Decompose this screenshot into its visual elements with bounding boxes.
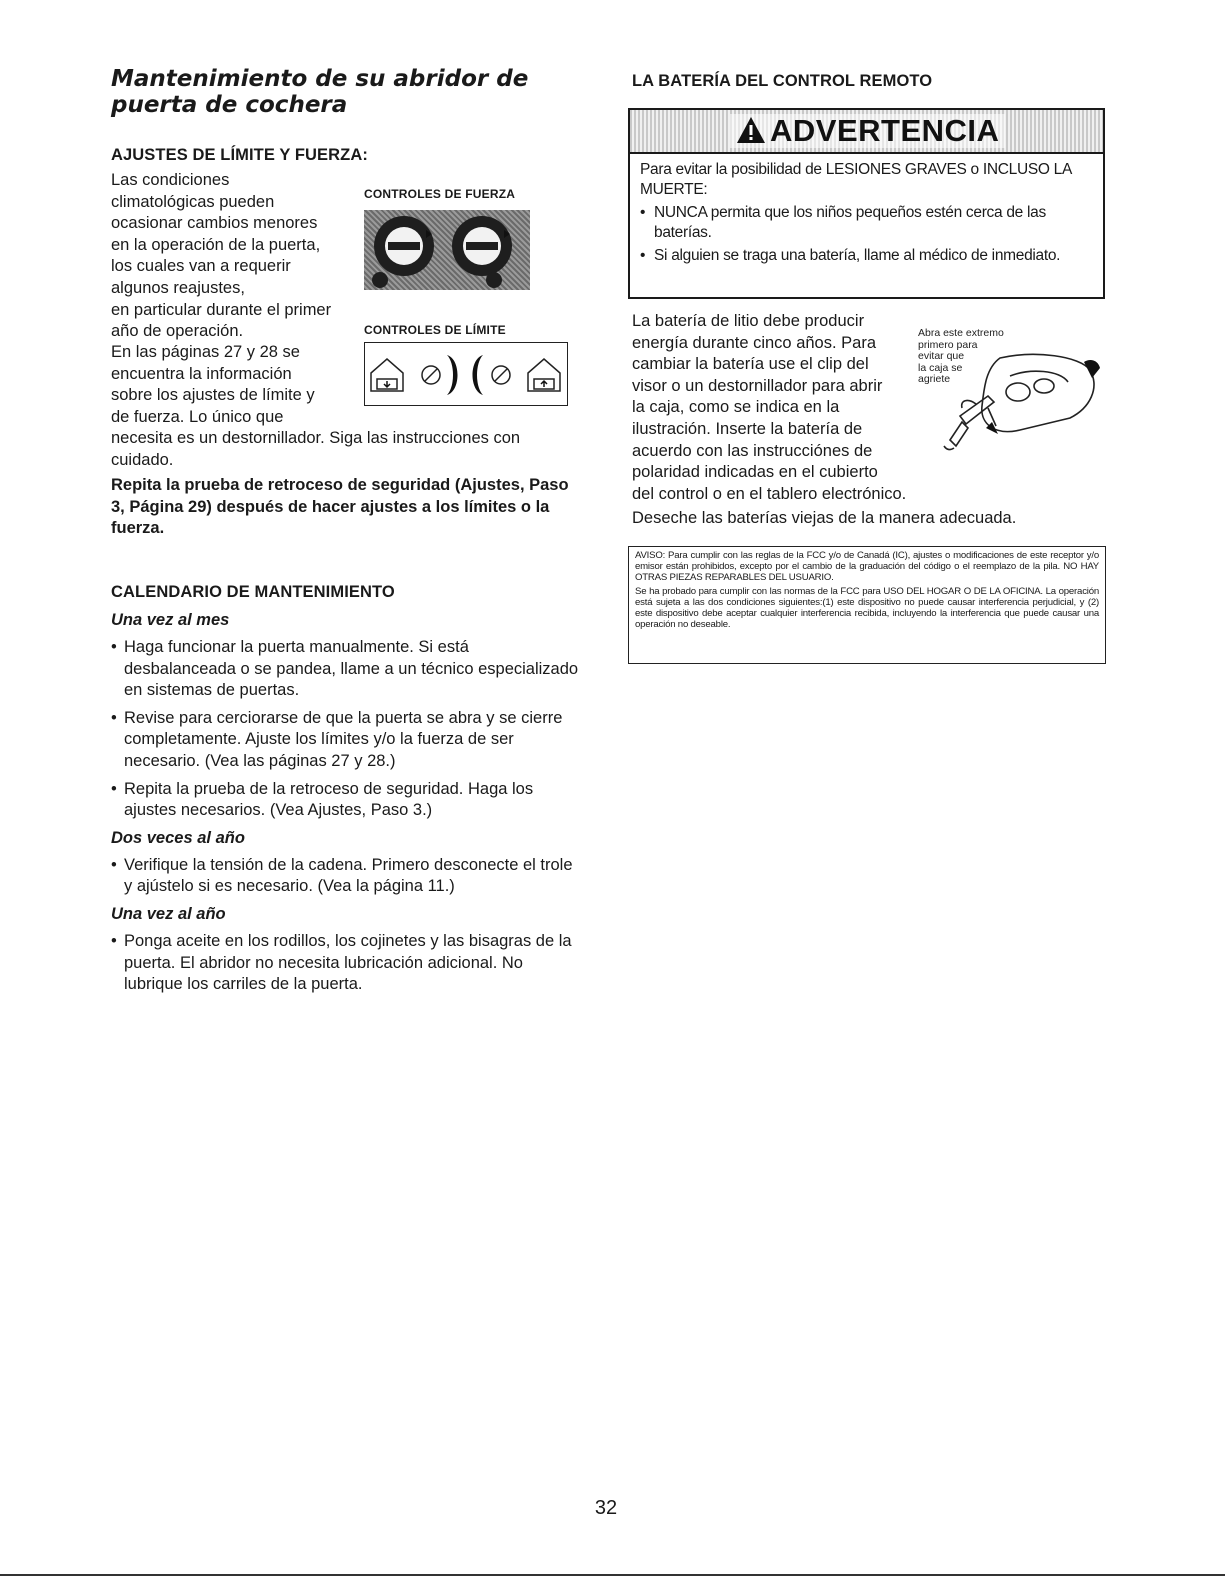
battery-line: energía durante cinco años. Para: [632, 333, 876, 352]
safety-test-note: Repita la prueba de retroceso de seguridad (Ajustes, Paso 3, Página 29) después de hacer ajustes a los límites o la fuerza.: [111, 476, 569, 538]
fob-note-line: primero para: [918, 338, 978, 351]
twice-yearly-title: Dos veces al año: [111, 828, 245, 847]
force-controls-figure: [364, 210, 530, 290]
schedule-heading: CALENDARIO DE MANTENIMIENTO: [111, 583, 395, 601]
intro-line: algunos reajustes,: [111, 278, 245, 297]
battery-rest: del control o en el tablero electrónico.: [632, 485, 907, 503]
intro-line: en particular durante el primer: [111, 300, 332, 319]
list-item: • Verifique la tensión de la cadena. Primero desconecte el trole y ajústelo si es necesario. (Vea la página 11.): [111, 855, 581, 898]
list-item: • Revise para cerciorarse de que la puerta se abra y se cierre completamente. Ajuste los límites y/o la fuerza de ser necesario. (Vea las páginas 27 y 28.): [111, 708, 581, 773]
battery-heading: LA BATERÍA DEL CONTROL REMOTO: [632, 72, 933, 90]
intro-line: climatológicas pueden: [111, 192, 275, 211]
fcc-notice-p2: Se ha probado para cumplir con las normas de la FCC para USO DEL HOGAR O DE LA OFICINA. La operación está sujeta a las dos condiciones siguientes:(1) este dispositivo no puede causar interferencia perjudicial, y (2) este dispositivo debe aceptar cualquier interferencia recibida, incluyendo la interferencia que puede causar una operación no deseable.: [635, 586, 1099, 630]
intro-line: en la operación de la puerta,: [111, 235, 321, 254]
battery-line: La batería de litio debe producir: [632, 312, 865, 330]
battery-line: visor o un destornillador para abrir: [632, 376, 883, 395]
warning-triangle-icon: [736, 116, 766, 144]
battery-instructions: [632, 311, 932, 484]
battery-line: ilustración. Inserte la batería de: [632, 419, 863, 438]
force-controls-label: CONTROLES DE FUERZA: [364, 187, 516, 201]
battery-line: polaridad indicadas en el cubierto: [632, 463, 878, 482]
limit-controls-label: CONTROLES DE LÍMITE: [364, 323, 506, 337]
dispose-note: Deseche las baterías viejas de la manera adecuada.: [632, 509, 1017, 527]
limits-heading: AJUSTES DE LÍMITE Y FUERZA:: [111, 146, 368, 164]
limits-pages-rest: necesita es un destornillador. Siga las instrucciones con cuidado.: [111, 429, 521, 469]
list-item: • Si alguien se traga una batería, llame al médico de inmediato.: [640, 246, 1092, 266]
intro-line: ocasionar cambios menores: [111, 214, 318, 233]
pages-line: sobre los ajustes de límite y: [111, 386, 315, 405]
warning-header: [630, 110, 1103, 154]
intro-line: Las condiciones: [111, 171, 230, 189]
fob-note-line: agriete: [918, 373, 951, 385]
fob-note-line: Abra este extremo: [918, 327, 1004, 339]
limit-screws-icon: [365, 343, 566, 404]
fcc-notice: [628, 546, 1106, 664]
limits-pages-text: [111, 342, 356, 428]
list-item: • Ponga aceite en los rodillos, los cojinetes y las bisagras de la puerta. El abridor no necesita lubricación adicional. No lubrique los carriles de la puerta.: [111, 931, 581, 996]
bottom-rule: [0, 1574, 1225, 1576]
pages-line: de fuerza. Lo único que: [111, 407, 284, 426]
page-number: 32: [594, 1497, 618, 1519]
battery-line: la caja, como se indica en la: [632, 398, 840, 417]
warning-title-text: ADVERTENCIA: [770, 113, 1000, 148]
fcc-notice-p1: AVISO: Para cumplir con las reglas de la FCC y/o de Canadá (IC), ajustes o modificaciones de este receptor y/o emisor están prohibidos, excepto por el cambio de la graduación del código o el reemplazo de la pila. NO HAY OTRAS PIEZAS REPARABLES DEL USUARIO.: [635, 550, 1099, 583]
limits-intro: [111, 170, 361, 343]
pages-line: encuentra la información: [111, 364, 292, 383]
warning-content: [640, 160, 1092, 266]
battery-line: acuerdo con las instrucciónes de: [632, 441, 873, 460]
list-item: • Haga funcionar la puerta manualmente. Si está desbalanceada o se pandea, llame a un técnico especializado en sistemas de puertas.: [111, 637, 581, 702]
intro-line: los cuales van a requerir: [111, 257, 291, 276]
fob-note-line: evitar que: [918, 350, 965, 362]
intro-line: año de operación.: [111, 322, 244, 341]
force-dials-icon: [364, 210, 530, 290]
remote-control-icon: [940, 348, 1105, 460]
maintenance-schedule: [111, 609, 581, 996]
yearly-title: Una vez al año: [111, 904, 226, 923]
warning-box: [628, 108, 1105, 299]
fob-note-line: la caja se: [918, 361, 963, 374]
pages-line: En las páginas 27 y 28 se: [111, 343, 300, 361]
list-item: • Repita la prueba de la retroceso de seguridad. Haga los ajustes necesarios. (Vea Ajustes, Paso 3.): [111, 779, 581, 822]
monthly-title: Una vez al mes: [111, 611, 230, 629]
warning-title: [730, 114, 1005, 148]
limit-controls-figure: [364, 342, 568, 406]
battery-line: cambiar la batería use el clip del: [632, 355, 869, 374]
warning-intro: Para evitar la posibilidad de LESIONES GRAVES o INCLUSO LA MUERTE:: [640, 161, 1072, 198]
list-item: • NUNCA permita que los niños pequeños estén cerca de las baterías.: [640, 203, 1092, 243]
page-title: Mantenimiento de su abridor de puerta de cochera: [111, 66, 529, 118]
